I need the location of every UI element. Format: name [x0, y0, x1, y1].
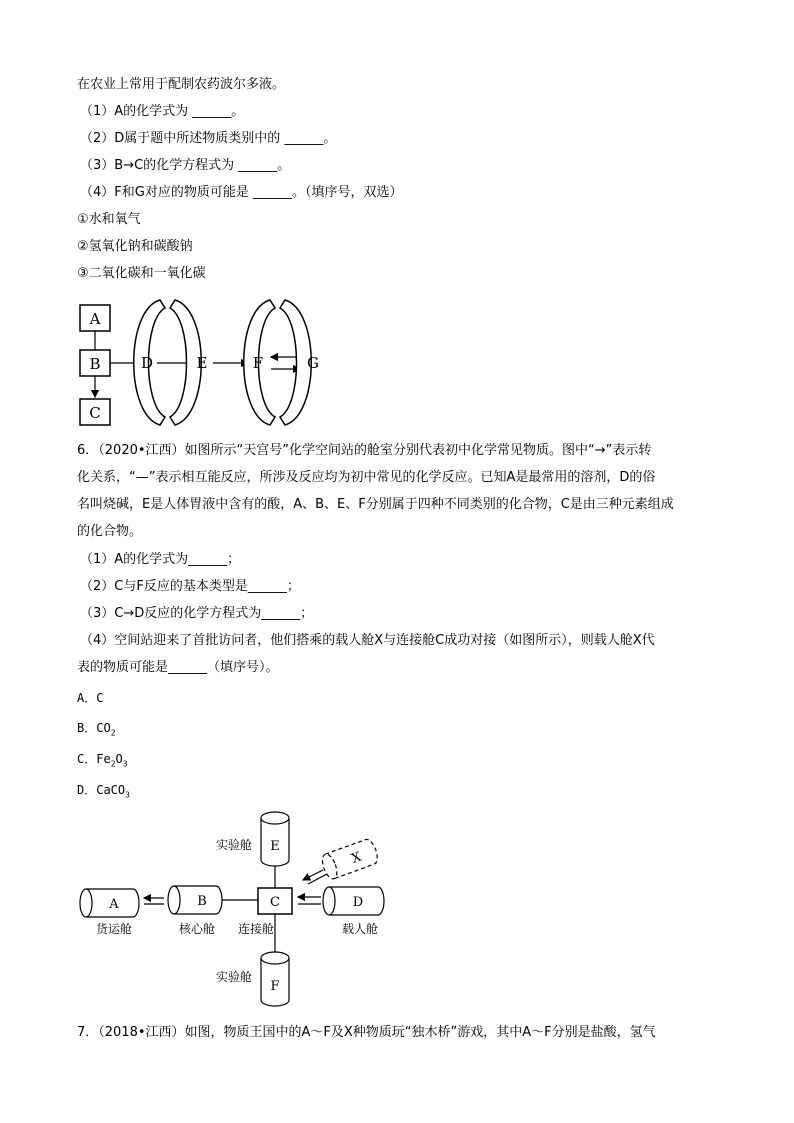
module-b [168, 886, 222, 914]
module-d [323, 887, 384, 915]
module-x [320, 837, 381, 880]
q5-part2: （2）D属于题中所述物质类别中的 ______。 [80, 131, 337, 146]
q6-part4-line1: （4）空间站迎来了首批访问者，他们搭乘的载人舱X与连接舱C成功对接（如图所示），则载人舱X代 [80, 633, 655, 648]
module-x-letter: X [349, 849, 364, 867]
module-d-label: 载人舱 [341, 922, 379, 936]
module-d-letter: D [352, 895, 364, 910]
module-a [80, 889, 139, 917]
option-d-text: D．CaCO [77, 783, 126, 797]
q6-space-station-diagram [76, 808, 406, 1008]
q6-stem-line2: 化关系，“—”表示相互能反应，所涉及反应均为初中常见的化学反应。已知A是最常用的溶剂，D的俗 [77, 470, 656, 485]
option-c-subscript2: 3 [122, 759, 128, 769]
box-c-label: C [89, 404, 101, 422]
q6-option-d [77, 781, 130, 799]
label-f: F [252, 354, 264, 372]
q5-diagram [75, 295, 335, 430]
option-c-text2: O [115, 752, 123, 766]
q6-stem-line3: 名叫烧碱，E是人体胃液中含有的酸，A、B、E、F分别属于四种不同类别的化合物，C是由三种元素组成 [77, 497, 674, 512]
module-f [261, 952, 289, 1006]
label-g: G [307, 354, 319, 372]
q6-part1: （1）A的化学式为______； [80, 552, 241, 567]
q6-option-c [77, 750, 128, 768]
module-e-letter: E [270, 839, 280, 854]
q5-part4: （4）F和G对应的物质可能是 ______。（填序号，双选） [80, 185, 403, 200]
arrow-x-c [303, 870, 323, 880]
module-e [261, 812, 289, 866]
label-e: E [196, 354, 208, 372]
option-c-subscript1: 2 [110, 759, 116, 769]
q5-part3: （3）B→C的化学方程式为 ______。 [80, 158, 291, 173]
label-d: D [140, 354, 154, 372]
option-b-subscript: 2 [110, 728, 116, 738]
q6-option-b [77, 719, 116, 737]
q6-stem-line1: 6．（2020•江西）如图所示“天宫号”化学空间站的舱室分别代表初中化学常见物质。图中“→”表示转 [77, 443, 652, 458]
box-c [80, 399, 110, 425]
module-e-label: 实验舱 [215, 838, 253, 852]
q5-option2: ②氢氧化钠和碳酸钠 [77, 239, 193, 254]
module-b-letter: B [197, 894, 207, 909]
q6-part2: （2）C与F反应的基本类型是______； [80, 579, 300, 594]
q6-option-a: A．C [77, 691, 104, 705]
q5-part1: （1）A的化学式为 ______。 [80, 104, 245, 119]
module-a-letter: A [109, 897, 119, 912]
box-a [80, 305, 110, 331]
q5-intro-tail: 在农业上常用于配制农药波尔多液。 [77, 77, 286, 92]
q6-part3: （3）C→D反应的化学方程式为______； [80, 606, 314, 621]
module-a-label: 货运舱 [95, 922, 133, 936]
module-c-label: 连接舱 [237, 922, 275, 936]
q6-part4-line2: 表的物质可能是______（填序号）。 [77, 660, 279, 675]
q5-option3: ③二氧化碳和一氧化碳 [77, 266, 206, 281]
q6-stem-line4: 的化合物。 [77, 524, 143, 539]
box-a-label: A [89, 310, 101, 328]
q5-option1: ①水和氧气 [77, 212, 141, 227]
option-d-subscript: 3 [125, 790, 130, 800]
option-b-text: B．CO [77, 721, 111, 735]
module-b-label: 核心舱 [178, 922, 216, 936]
module-c-letter: C [270, 895, 280, 910]
box-b [80, 350, 110, 376]
option-c-text: C．Fe [77, 752, 111, 766]
module-f-label: 实验舱 [215, 970, 253, 984]
q7-stem-line1: 7．（2018•江西）如图，物质王国中的A～F及X种物质玩“独木桥”游戏，其中A～F分别是盐酸，氢气 [77, 1025, 656, 1040]
module-c [258, 888, 292, 914]
box-b-label: B [89, 355, 101, 373]
module-f-letter: F [270, 979, 280, 994]
